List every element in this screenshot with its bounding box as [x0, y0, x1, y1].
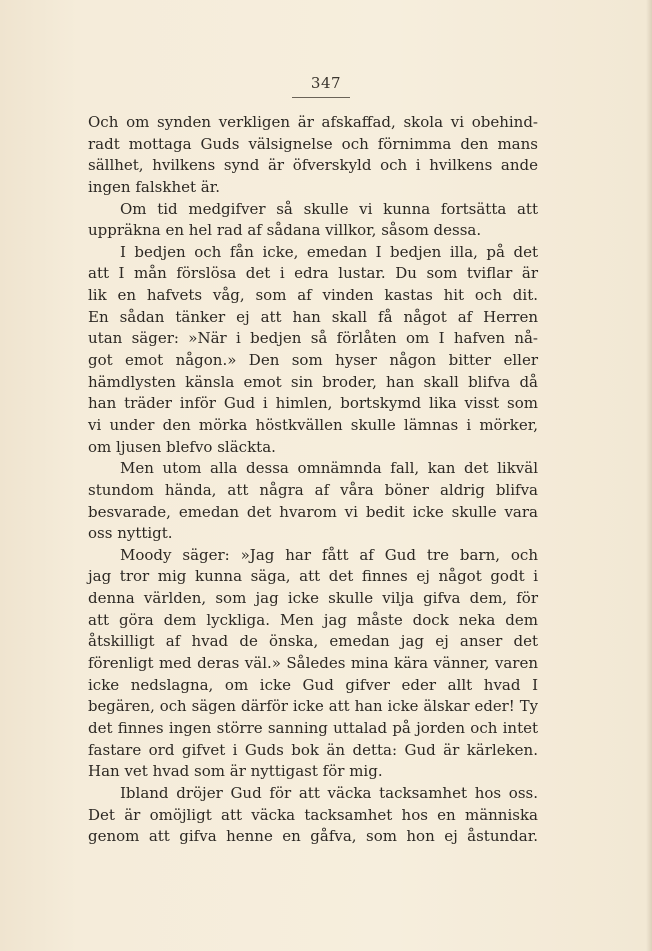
text-line: fastare ord gifvet i Guds bok än detta: Gud är kärleken.	[88, 740, 538, 759]
page-edge-shadow	[646, 0, 652, 951]
text-line: Och om synden verkligen är afskaffad, skola vi obehind-	[88, 113, 538, 131]
text-line: En sådan tänker ej att han skall få något af Herren	[88, 307, 538, 326]
text-line: oss nyttigt.	[88, 524, 173, 543]
text-line: ingen falskhet är.	[88, 177, 221, 196]
text-line: uppräkna en hel rad af sådana villkor, såsom dessa.	[88, 221, 482, 240]
text-line: Ibland dröjer Gud för att väcka tacksamhet hos oss.	[120, 783, 538, 802]
text-line: lik en hafvets våg, som af vinden kastas hit och dit.	[88, 286, 538, 305]
text-line: åtskilligt af hvad de önska, emedan jag ej anser det	[88, 632, 538, 651]
text-line: vi under den mörka höstkvällen skulle lämnas i mörker,	[88, 415, 538, 434]
text-line: han träder inför Gud i himlen, bortskymd lika visst som	[88, 394, 538, 413]
page-number-rule	[292, 97, 350, 98]
text-line: utan säger: »När i bedjen så förlåten om I hafven nå-	[88, 329, 538, 348]
text-line: denna världen, som jag icke skulle vilja gifva dem, för	[88, 589, 538, 608]
text-line: begären, och sägen därför icke att han icke älskar eder! Ty	[88, 697, 538, 716]
text-line: icke nedslagna, om icke Gud gifver eder allt hvad I	[88, 675, 538, 694]
text-line: det finnes ingen större sanning uttalad på jorden och intet	[88, 718, 538, 737]
text-line: sällhet, hvilkens synd är öfverskyld och i hvilkens ande	[88, 156, 538, 175]
body-text	[88, 112, 538, 848]
text-line: hämdlysten känsla emot sin broder, han skall blifva då	[88, 372, 538, 391]
text-line: got emot någon.» Den som hyser någon bitter eller	[88, 351, 538, 370]
text-line: att göra dem lyckliga. Men jag måste dock neka dem	[88, 610, 538, 629]
text-line: I bedjen och fån icke, emedan I bedjen illa, på det	[120, 242, 538, 261]
text-line: radt mottaga Guds välsignelse och förnimma den mans	[88, 134, 538, 153]
text-line: Men utom alla dessa omnämnda fall, kan det likväl	[120, 459, 538, 478]
text-line: besvarade, emedan det hvarom vi bedit icke skulle vara	[88, 502, 538, 521]
text-line: Om tid medgifver så skulle vi kunna fortsätta att	[120, 199, 538, 218]
page-number: 347	[310, 74, 342, 92]
text-line: Han vet hvad som är nyttigast för mig.	[88, 762, 383, 781]
text-line: stundom hända, att några af våra böner aldrig blifva	[88, 480, 538, 499]
text-line: jag tror mig kunna säga, att det finnes ej något godt i	[88, 567, 538, 586]
text-line: förenligt med deras väl.» Således mina kära vänner, varen	[88, 654, 538, 673]
text-line: Det är omöjligt att väcka tacksamhet hos en människa	[88, 805, 538, 824]
text-line: genom att gifva henne en gåfva, som hon ej åstundar.	[88, 827, 538, 846]
text-line: att I mån förslösa det i edra lustar. Du som tviflar är	[88, 264, 538, 283]
text-line: om ljusen blefvo släckta.	[88, 437, 276, 456]
text-line: Moody säger: »Jag har fått af Gud tre barn, och	[120, 545, 538, 564]
